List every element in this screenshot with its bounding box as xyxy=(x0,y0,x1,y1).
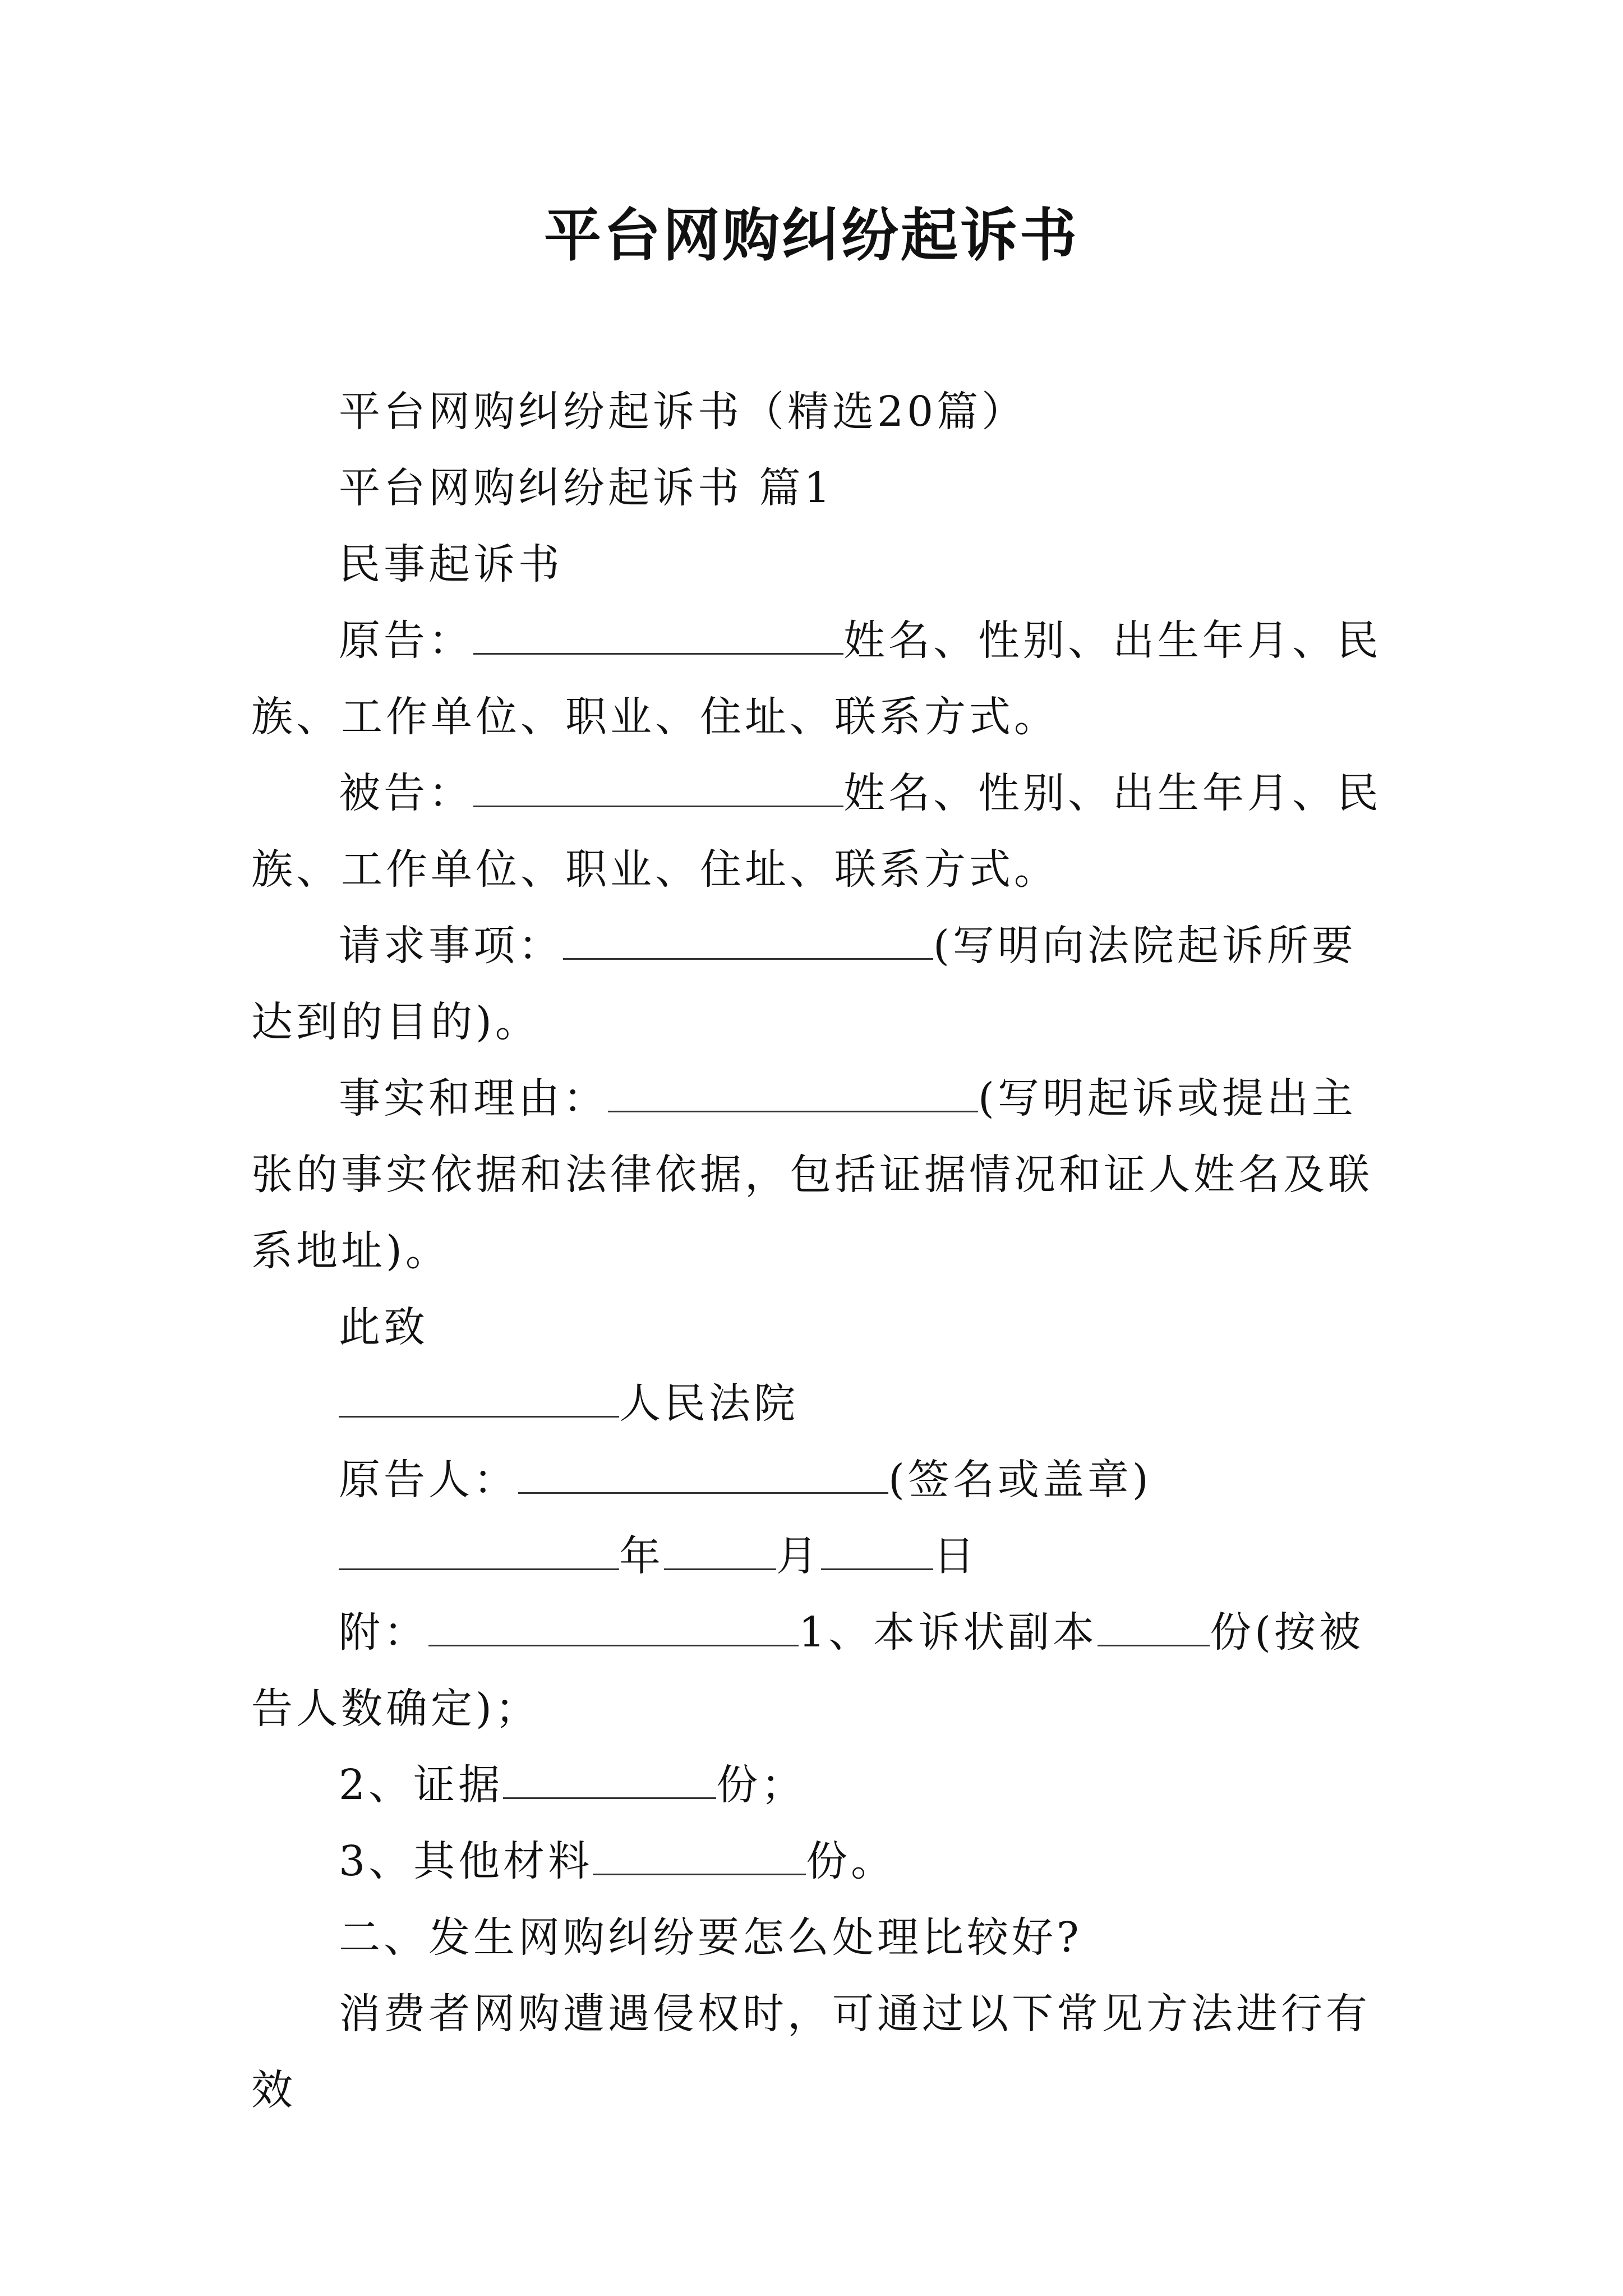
claims-blank xyxy=(563,921,933,960)
defendant-label: 被告： xyxy=(339,769,473,817)
defendant-paragraph xyxy=(251,755,1383,908)
plaintiff-desc: 姓名、性别、出生年月、民族、工作单位、职业、住址、联系方式。 xyxy=(251,616,1382,741)
document-title: 平台网购纠纷起诉书 xyxy=(544,202,1079,269)
day-blank xyxy=(821,1531,933,1570)
salutation: 此致 xyxy=(339,1303,428,1351)
facts-label: 事实和理由： xyxy=(339,1074,608,1122)
attach-item1-b: 份(按被告人数确定)； xyxy=(251,1608,1364,1733)
date-year: 年 xyxy=(619,1532,664,1580)
signer-blank xyxy=(518,1455,888,1494)
defendant-blank xyxy=(473,769,843,807)
signer-label: 原告人： xyxy=(339,1456,518,1504)
attach-blank xyxy=(428,1608,799,1646)
attach-label: 附： xyxy=(339,1608,428,1657)
attachment-item-2 xyxy=(251,1747,1383,1823)
claims-paragraph xyxy=(251,908,1383,1060)
signer-line xyxy=(251,1442,1383,1518)
date-line xyxy=(251,1518,1383,1594)
plaintiff-paragraph xyxy=(251,602,1383,755)
attachment-item-3 xyxy=(251,1823,1383,1899)
date-month: 月 xyxy=(776,1532,821,1580)
section-heading: 平台网购纠纷起诉书 篇1 xyxy=(339,464,834,512)
evidence-blank xyxy=(503,1760,716,1799)
claims-label: 请求事项： xyxy=(339,922,563,970)
document-body xyxy=(251,374,1383,2128)
form-heading: 民事起诉书 xyxy=(339,540,563,588)
court-blank xyxy=(339,1379,619,1418)
facts-desc: (写明起诉或提出主张的事实依据和法律依据，包括证据情况和证人姓名及联系地址)。 xyxy=(251,1074,1373,1275)
section-2-heading: 二、发生网购纠纷要怎么处理比较好? xyxy=(339,1913,1082,1962)
other-materials-blank xyxy=(593,1837,806,1875)
attach-item2-b: 份； xyxy=(716,1761,806,1809)
plaintiff-label: 原告： xyxy=(339,616,473,665)
copies-blank xyxy=(1098,1608,1210,1646)
facts-blank xyxy=(608,1074,978,1112)
facts-paragraph xyxy=(251,1060,1383,1289)
plaintiff-blank xyxy=(473,616,843,655)
claims-desc: (写明向法院起诉所要达到的目的)。 xyxy=(251,922,1357,1046)
court-suffix: 人民法院 xyxy=(619,1379,799,1428)
month-blank xyxy=(664,1531,776,1570)
signer-desc: (签名或盖章) xyxy=(888,1456,1152,1504)
date-day: 日 xyxy=(933,1532,978,1580)
attach-item2-a: 2、证据 xyxy=(339,1761,504,1809)
court-line xyxy=(251,1365,1383,1442)
attach-item3-a: 3、其他材料 xyxy=(339,1837,593,1885)
body-paragraph: 消费者网购遭遇侵权时，可通过以下常见方法进行有效 xyxy=(251,1990,1371,2114)
attachment-paragraph xyxy=(251,1594,1383,1747)
year-blank xyxy=(339,1531,619,1570)
attach-item1-a: 1、本诉状副本 xyxy=(799,1608,1098,1657)
subtitle-line: 平台网购纠纷起诉书（精选20篇） xyxy=(339,388,1027,436)
attach-item3-b: 份。 xyxy=(806,1837,896,1885)
defendant-desc: 姓名、性别、出生年月、民族、工作单位、职业、住址、联系方式。 xyxy=(251,769,1382,894)
